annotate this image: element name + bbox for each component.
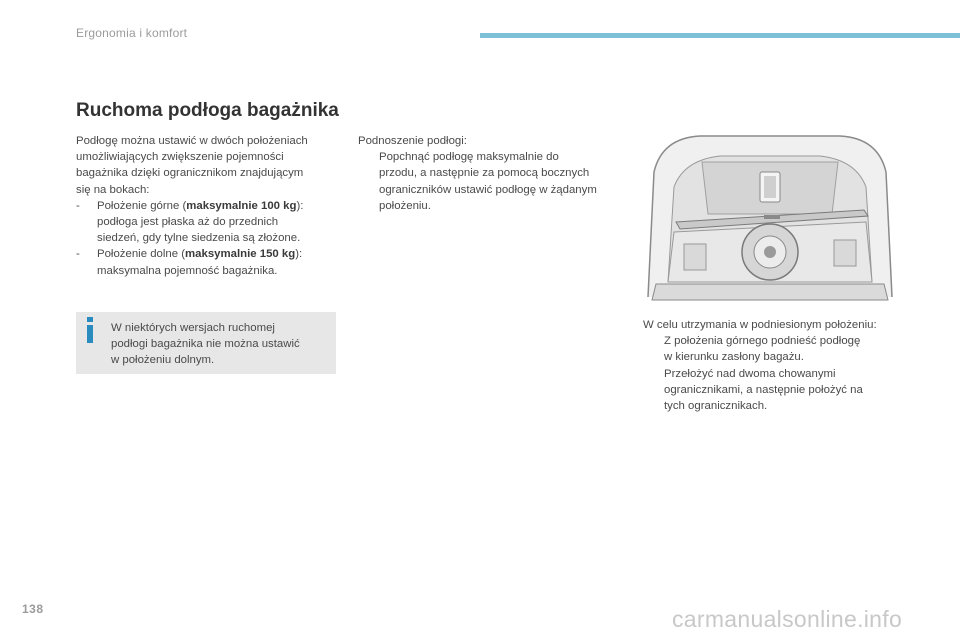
intro-line: bagażnika dzięki ogranicznikom znajdującym bbox=[76, 167, 304, 180]
item-line: ogranicznikami, a następnie położyć na bbox=[664, 383, 863, 396]
list-item-place-on-stops bbox=[643, 366, 923, 415]
list-dash: - bbox=[76, 199, 80, 212]
item-line: maksymalna pojemność bagażnika. bbox=[97, 264, 278, 277]
item-line: Z położenia górnego podnieść podłogę bbox=[664, 335, 861, 348]
item-text: ): bbox=[296, 199, 304, 212]
header-accent-bar bbox=[480, 33, 960, 38]
page-title: Ruchoma podłoga bagażnika bbox=[76, 100, 339, 121]
list-dash: - bbox=[76, 248, 80, 261]
item-line: Przełożyć nad dwoma chowanymi bbox=[664, 367, 836, 380]
trunk-floor-photo bbox=[640, 132, 900, 304]
item-text: Położenie dolne ( bbox=[97, 248, 186, 261]
item-line: Popchnąć podłogę maksymalnie do bbox=[379, 151, 559, 164]
info-line: podłogi bagażnika nie można ustawić bbox=[111, 338, 300, 351]
middle-column bbox=[358, 133, 628, 214]
item-line: w kierunku zasłony bagażu. bbox=[664, 351, 804, 364]
right-column bbox=[643, 317, 923, 414]
item-text: ): bbox=[295, 248, 303, 261]
info-line: w położeniu dolnym. bbox=[111, 354, 215, 367]
item-line: położeniu. bbox=[379, 199, 431, 212]
max-load-upper: maksymalnie 100 kg bbox=[186, 199, 297, 212]
intro-line: Podłogę można ustawić w dwóch położeniach bbox=[76, 135, 308, 147]
info-box bbox=[76, 312, 336, 374]
middle-heading: Podnoszenie podłogi: bbox=[358, 135, 467, 147]
right-heading: W celu utrzymania w podniesionym położeniu: bbox=[643, 319, 877, 331]
max-load-lower: maksymalnie 150 kg bbox=[185, 248, 296, 261]
list-item-upper-position bbox=[76, 198, 341, 247]
info-icon bbox=[85, 317, 95, 343]
item-line: tych ogranicznikach. bbox=[664, 400, 768, 413]
page-number: 138 bbox=[22, 602, 44, 616]
watermark: carmanualsonline.info bbox=[672, 606, 903, 632]
section-header: Ergonomia i komfort bbox=[76, 26, 188, 40]
item-text: Położenie górne ( bbox=[97, 199, 187, 212]
list-item-lower-position bbox=[76, 246, 341, 278]
intro-line: umożliwiających zwiększenie pojemności bbox=[76, 151, 284, 164]
list-item-push-floor bbox=[358, 149, 628, 214]
info-line: W niektórych wersjach ruchomej bbox=[111, 322, 275, 334]
list-item-lift-floor bbox=[643, 333, 923, 365]
item-line: ograniczników ustawić podłogę w żądanym bbox=[379, 183, 597, 196]
item-line: siedzeń, gdy tylne siedzenia są złożone. bbox=[97, 232, 301, 245]
left-column bbox=[76, 133, 341, 279]
info-text bbox=[111, 320, 331, 369]
item-line: podłoga jest płaska aż do przednich bbox=[97, 216, 279, 229]
intro-line: się na bokach: bbox=[76, 183, 150, 196]
item-line: przodu, a następnie za pomocą bocznych bbox=[379, 167, 590, 180]
